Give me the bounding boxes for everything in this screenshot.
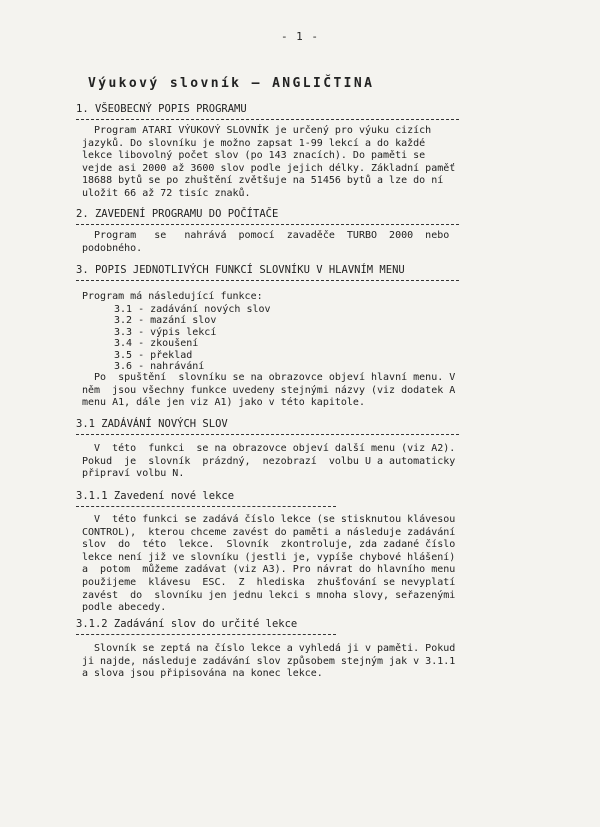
list-item: 3.4 - zkoušení [114,338,199,350]
section-1-heading: 1. VŠEOBECNÝ POPIS PROGRAMU [76,103,247,115]
section-3-1-text: V této funkci se na obrazovce objeví další menu (viz A2). Pokud je slovník prázdný, nezobrazí volbu U a automaticky připraví volbu N. [82,443,456,480]
document-title: Výukový slovník — ANGLIČTINA [88,76,375,91]
list-item: 3.3 - výpis lekcí [114,326,217,338]
function-list [114,304,271,372]
section-3-1-1-heading: 3.1.1 Zavedení nové lekce [76,490,235,502]
section-3-1-rule [76,434,459,435]
section-3-1-1-rule [76,506,336,507]
section-1-rule [76,119,459,120]
section-3-1-1-text: V této funkci se zadává číslo lekce (se stisknutou klávesou CONTROL), kterou chceme zavést do paměti a následuje zadávání slov do této lekce. Slovník zkontroluje, zda zadané číslo lekce není již ve slovníku (jestli je, vypíše chybové hlášení) a potom můžeme zadávat (viz A3). Pro návrat do hlavního menu použijeme klávesu ESC. Z hlediska zhušťování se nevyplatí zavést do slovníku jen jednu lekci s mnoha slovy, seřazenými podle abecedy. [82,514,456,614]
section-3-intro: Program má následující funkce: [82,291,263,302]
section-3-rule [76,280,459,281]
list-item: 3.5 - překlad [114,349,193,361]
section-2-rule [76,224,459,225]
section-2-text: Program se nahrává pomocí zavaděče TURBO 2000 nebo podobného. [82,230,450,254]
section-3-text: Po spuštění slovníku se na obrazovce objeví hlavní menu. V něm jsou všechny funkce uvedeny stejnými názvy (viz dodatek A menu A1, dále jen viz A1) jako v této kapitole. [82,372,456,409]
section-3-1-2-heading: 3.1.2 Zadávání slov do určité lekce [76,618,298,630]
section-3-1-2-text: Slovník se zeptá na číslo lekce a vyhledá ji v paměti. Pokud ji najde, následuje zadávání slov způsobem stejným jak v 3.1.1 a slova jsou připisována na konec lekce. [82,643,456,680]
section-3-heading: 3. POPIS JEDNOTLIVÝCH FUNKCÍ SLOVNÍKU V HLAVNÍM MENU [76,264,405,276]
section-3-1-2-rule [76,634,336,635]
page-number: - 1 - [280,30,320,43]
list-item: 3.6 - nahrávání [114,361,205,373]
list-item: 3.2 - mazání slov [114,315,217,327]
list-item: 3.1 - zadávání nových slov [114,304,271,315]
section-1-text: Program ATARI VÝUKOVÝ SLOVNÍK je určený pro výuku cizích jazyků. Do slovníku je možno zapsat 1-99 lekcí a do každé lekce libovolný počet slov (po 143 znacích). Do paměti se vejde asi 2000 až 3600 slov podle jejich délky. Základní paměť 18688 bytů se po zhuštění zvětšuje na 51456 bytů a lze do ní uložit 66 až 72 tisíc znaků. [82,125,456,199]
section-3-1-heading: 3.1 ZADÁVÁNÍ NOVÝCH SLOV [76,418,228,430]
section-2-heading: 2. ZAVEDENÍ PROGRAMU DO POČÍTAČE [76,208,279,220]
